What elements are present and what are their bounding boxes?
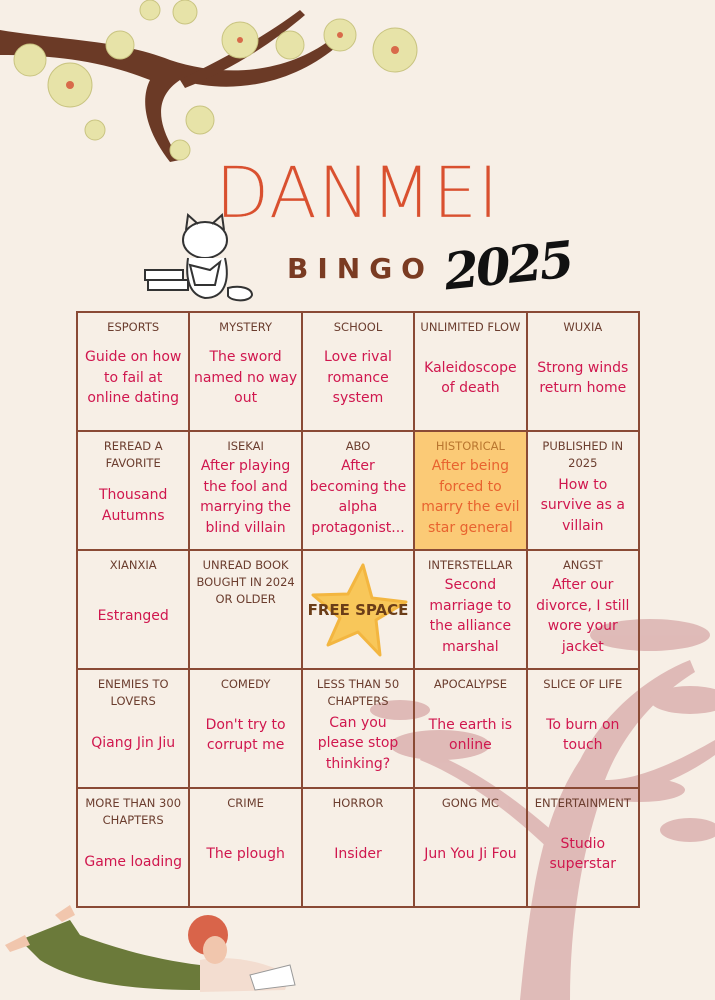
bingo-cell[interactable]	[77, 312, 189, 431]
bingo-cell[interactable]	[189, 669, 301, 788]
category-label: PUBLISHED IN 2025	[542, 439, 624, 470]
bingo-cell[interactable]	[77, 431, 189, 550]
category-label: ABO	[345, 439, 371, 453]
bingo-cell[interactable]	[189, 431, 301, 550]
girl-reading-illustration	[5, 905, 295, 992]
category-label: ESPORTS	[107, 320, 160, 334]
book-title: To burn on touch	[546, 716, 620, 753]
free-space-label: FREE SPACE	[307, 600, 409, 619]
category-label: COMEDY	[220, 677, 271, 691]
bingo-cell[interactable]	[414, 312, 526, 431]
year-label: 2025	[441, 229, 574, 302]
category-label: CRIME	[227, 796, 264, 810]
category-label: INTERSTELLAR	[427, 558, 513, 572]
bingo-cell[interactable]	[527, 788, 639, 907]
book-title: Qiang Jin Jiu	[91, 735, 176, 752]
bingo-cell[interactable]	[527, 312, 639, 431]
book-title: The plough	[206, 845, 285, 862]
category-label: ENEMIES TO LOVERS	[97, 677, 169, 708]
bingo-cell[interactable]	[302, 788, 414, 907]
bingo-cell[interactable]	[302, 431, 414, 550]
book-title: Game loading	[84, 854, 183, 871]
book-title: Don't try to corrupt me	[205, 716, 286, 753]
book-title: Jun You Ji Fou	[424, 845, 517, 862]
category-label: LESS THAN 50 CHAPTERS	[316, 677, 400, 708]
bingo-cell[interactable]	[189, 550, 301, 669]
page-title: DANMEI	[215, 152, 500, 234]
category-label: HORROR	[332, 796, 384, 810]
bingo-cell[interactable]	[189, 788, 301, 907]
book-title: After playing the fool and marrying the blind villain	[200, 458, 292, 536]
bingo-cell[interactable]	[527, 669, 639, 788]
book-title: Studio superstar	[549, 835, 617, 872]
book-title: Second marriage to the alliance marshal	[429, 577, 512, 655]
book-title: The earth is online	[428, 716, 513, 753]
book-title: Strong winds return home	[537, 359, 629, 396]
bingo-cell[interactable]	[77, 788, 189, 907]
book-title: Guide on how to fail at online dating	[85, 349, 182, 407]
bingo-grid	[76, 311, 640, 908]
book-title: Insider	[334, 845, 382, 862]
category-label: HISTORICAL	[435, 439, 505, 453]
bingo-cell[interactable]	[414, 431, 526, 550]
bingo-cell[interactable]	[414, 550, 526, 669]
category-label: GONG MC	[441, 796, 499, 810]
book-title: After being forced to marry the evil star general	[421, 458, 520, 536]
bingo-cell[interactable]	[527, 431, 639, 550]
category-label: MYSTERY	[219, 320, 272, 334]
bingo-cell[interactable]	[189, 312, 301, 431]
book-title: How to survive as a villain	[540, 476, 625, 534]
category-label: UNREAD BOOK BOUGHT IN 2024 OR OLDER	[196, 558, 295, 606]
book-title: After our divorce, I still wore your jacket	[536, 577, 630, 655]
category-label: ISEKAI	[227, 439, 264, 453]
book-title: The sword named no way out	[193, 349, 298, 407]
free-space	[303, 551, 413, 668]
page-subtitle: BINGO	[287, 252, 434, 285]
book-title: Love rival romance system	[324, 349, 392, 407]
category-label: SCHOOL	[333, 320, 383, 334]
book-title: Can you please stop thinking?	[317, 714, 399, 772]
bingo-cell[interactable]	[77, 669, 189, 788]
category-label: ENTERTAINMENT	[534, 796, 631, 810]
bingo-cell[interactable]	[302, 669, 414, 788]
book-title: After becoming the alpha protagonist...	[309, 458, 407, 536]
category-label: SLICE OF LIFE	[543, 677, 623, 691]
category-label: XIANXIA	[109, 558, 157, 572]
category-label: APOCALYPSE	[433, 677, 507, 691]
category-label: ANGST	[562, 558, 603, 572]
book-title: Kaleidoscope of death	[424, 359, 517, 396]
book-title: Estranged	[97, 607, 169, 624]
book-title: Thousand Autumns	[98, 487, 168, 524]
category-label: MORE THAN 300 CHAPTERS	[85, 796, 182, 827]
bingo-cell[interactable]	[414, 669, 526, 788]
bingo-cell[interactable]	[414, 788, 526, 907]
bingo-cell[interactable]	[77, 550, 189, 669]
category-label: WUXIA	[563, 320, 603, 334]
bingo-cell[interactable]	[527, 550, 639, 669]
bingo-cell[interactable]	[302, 312, 414, 431]
bingo-cell[interactable]	[302, 550, 414, 669]
blossom-branch-illustration	[0, 0, 417, 162]
category-label: UNLIMITED FLOW	[420, 320, 521, 334]
category-label: REREAD A FAVORITE	[103, 439, 163, 470]
